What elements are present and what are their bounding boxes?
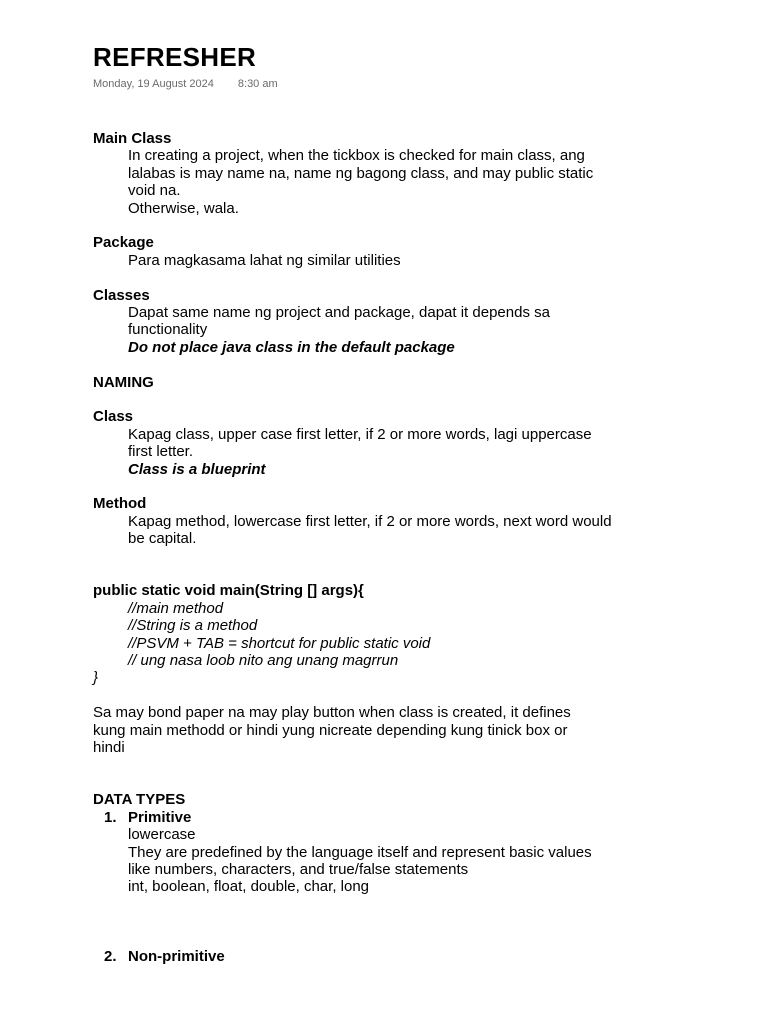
main-class-line: In creating a project, when the tickbox is checked for main class, ang xyxy=(128,147,585,165)
primitive-line: lowercase xyxy=(128,826,196,844)
list-item-primitive xyxy=(93,809,673,826)
class-naming-line: Kapag class, upper case first letter, if 2 or more words, lagi uppercase xyxy=(128,425,592,443)
method-naming-heading: Method xyxy=(93,495,147,513)
note-date: Monday, 19 August 2024 xyxy=(93,78,214,90)
method-naming-line: Kapag method, lowercase first letter, if 2 or more words, next word would xyxy=(128,512,612,530)
primitive-line: like numbers, characters, and true/false statements xyxy=(128,860,469,878)
main-method-comment: //PSVM + TAB = shortcut for public static void xyxy=(128,634,431,652)
list-item-non-primitive xyxy=(93,948,673,965)
list-label: Primitive xyxy=(128,808,192,826)
list-number: 2. xyxy=(104,947,117,965)
classes-heading: Classes xyxy=(93,286,150,304)
classes-line: functionality xyxy=(128,321,208,339)
primitive-line: They are predefined by the language itself and represent basic values xyxy=(128,843,592,861)
bond-paper-line: Sa may bond paper na may play button when class is created, it defines xyxy=(93,704,571,722)
main-class-line: Otherwise, wala. xyxy=(128,199,239,217)
package-line: Para magkasama lahat ng similar utilities xyxy=(128,251,401,269)
classes-line: Dapat same name ng project and package, dapat it depends sa xyxy=(128,304,550,322)
main-class-heading: Main Class xyxy=(93,130,172,147)
main-method-comment: //String is a method xyxy=(128,617,258,635)
method-naming-line: be capital. xyxy=(128,530,197,548)
note-time: 8:30 am xyxy=(237,78,278,90)
note-body[interactable] xyxy=(93,130,673,965)
naming-heading: NAMING xyxy=(93,373,154,391)
main-method-signature: public static void main(String [] args){ xyxy=(93,582,364,600)
main-method-comment: // ung nasa loob nito ang unang magrrun xyxy=(128,652,399,670)
package-heading: Package xyxy=(93,234,154,252)
class-naming-line: first letter. xyxy=(128,443,194,461)
page-title: REFRESHER xyxy=(93,42,257,72)
main-class-line: void na. xyxy=(128,182,181,200)
primitive-line: int, boolean, float, double, char, long xyxy=(128,878,370,896)
data-types-heading: DATA TYPES xyxy=(93,791,186,809)
bond-paper-line: kung main methodd or hindi yung nicreate depending kung tinick box or xyxy=(93,721,568,739)
main-method-comment: //main method xyxy=(128,599,224,617)
main-method-closing: } xyxy=(93,669,99,687)
bond-paper-line: hindi xyxy=(93,739,125,757)
classes-emphasis: Do not place java class in the default package xyxy=(128,338,455,356)
class-naming-heading: Class xyxy=(93,408,134,426)
main-class-line: lalabas is may name na, name ng bagong class, and may public static xyxy=(128,164,594,182)
class-naming-emphasis: Class is a blueprint xyxy=(128,460,266,478)
list-label: Non-primitive xyxy=(128,947,225,965)
list-number: 1. xyxy=(104,808,117,826)
note-metadata xyxy=(93,78,278,90)
